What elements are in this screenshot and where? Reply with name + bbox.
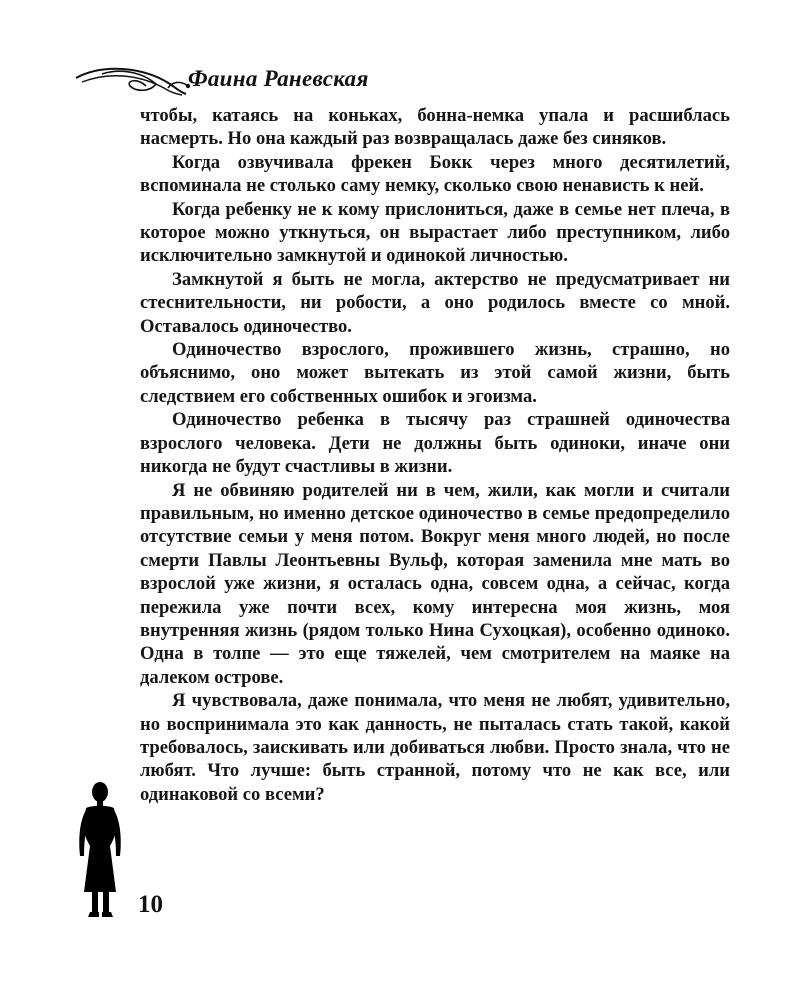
paragraph: Я чувствовала, даже понимала, что меня не любят, удивительно, но воспринимала это как данность, не пыталась стать такой, какой требовалось, заискивать или добиваться любви. Просто знала, что не любят. Что лучше: быть странной, потому что не как все, или одинаковой со всеми? (140, 690, 730, 805)
paragraph: Замкнутой я быть не могла, актерство не предусматривает ни стеснительности, ни робости, а оно родилось вместе со мной. Оставалось одиночество. (140, 268, 730, 337)
paragraph: Одиночество взрослого, прожившего жизнь, страшно, но объяснимо, оно может вытекать из этой самой жизни, быть следствием его собственных ошибок и эгоизма. (140, 339, 730, 407)
calligraphic-flourish-icon (72, 58, 192, 102)
running-title: Фаина Раневская (188, 66, 369, 91)
paragraph: Когда ребенку не к кому прислониться, даже в семье нет плеча, в которое можно уткнуться, он вырастает либо преступником, либо исключительно замкнутой и одинокой личностью. (140, 198, 730, 267)
paragraph: Одиночество ребенка в тысячу раз страшней одиночества взрослого человека. Дети не должны быть одиноки, иначе они никогда не будут счастливы в жизни. (140, 409, 730, 478)
body-text (140, 104, 730, 806)
woman-silhouette-icon (70, 780, 132, 920)
running-header (72, 58, 452, 102)
page-number: 10 (138, 891, 163, 918)
paragraph: Когда озвучивала фрекен Бокк через много десятилетий, вспоминала не столько саму немку, сколько свою ненависть к ней. (140, 151, 730, 197)
paragraph: чтобы, катаясь на коньках, бонна-немка упала и расшиблась насмерть. Но она каждый раз возвращалась даже без синяков. (140, 105, 730, 150)
paragraph: Я не обвиняю родителей ни в чем, жили, как могли и считали правильным, но именно детское одиночество в семье предопределило отсутствие семьи у меня потом. Вокруг меня много людей, но после смерти Павлы Леонтьевны Вульф, которая заменила мне мать во взрослой уже жизни, я осталась одна, совсем одна, а сейчас, когда пережила уже почти всех, кому интересна моя жизнь, моя внутренняя жизнь (рядом только Нина Сухоцкая), особенно одиноко. Одна в толпе — это еще тяжелей, чем смотрителем на маяке на далеком острове. (140, 479, 730, 688)
